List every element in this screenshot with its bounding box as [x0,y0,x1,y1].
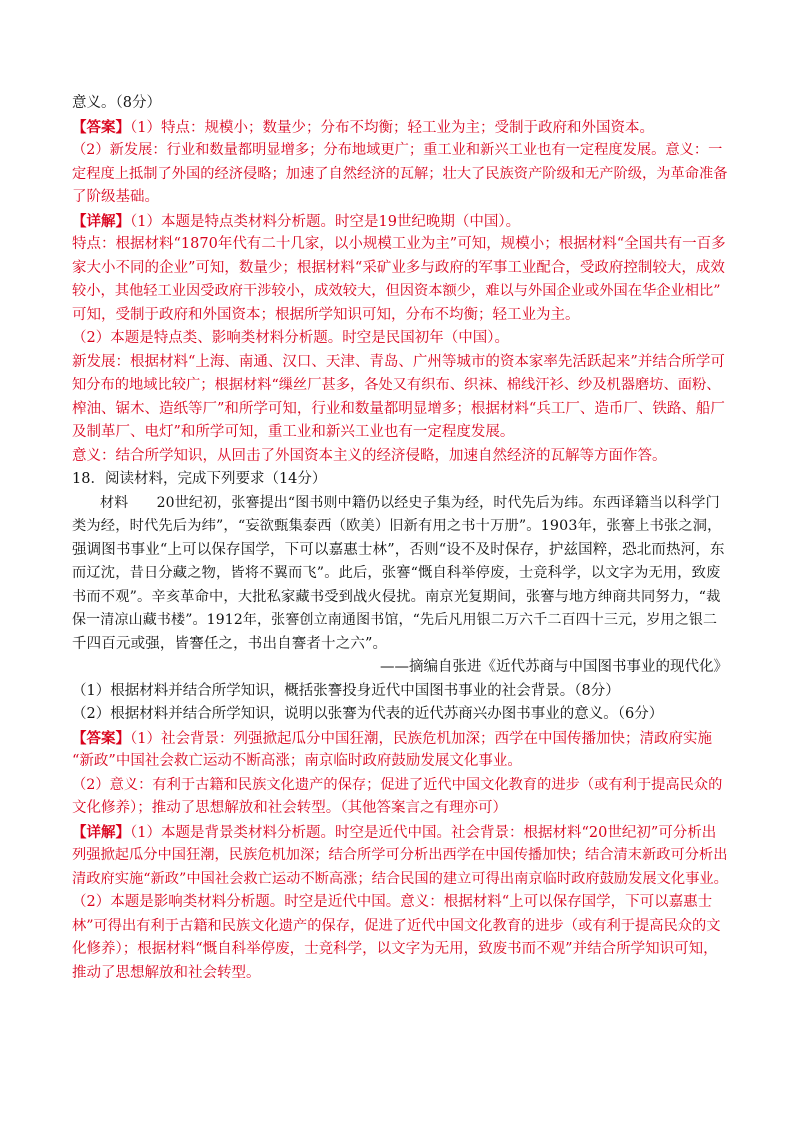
material-line-2: 类为经，时代先后为纬”，“妄欲甄集泰西（欧美）旧新有用之书十万册”。1903年，张謇上书张之洞， [72,518,722,534]
explanation-tag: 【详解】 [72,823,130,841]
answer-17-line-1 [72,116,728,140]
answer-18-line-4: 文化修养）；推动了思想解放和社会转型。（其他答案言之有理亦可） [72,800,507,816]
explanation-18-line-3: 清政府实施“新政”中国社会救亡运动不断高涨；结合民国的建立可得出南京临时政府鼓励发展文化事业。 [72,870,728,887]
explanation-17-line-9: 榨油、锯木、造纸等厂”和所学可知，行业和数量都明显增多；根据材料“兵工厂、造币厂、铁路、船厂 [72,400,725,417]
material-line-4: 而辽沈，昔日分藏之物，皆将不翼而飞”。此后，张謇“慨自科举停废，士竞科学，以文字为无用，致废 [72,565,721,581]
explanation-17-line-5: 可知，受制于政府和外国资本；根据所学知识可知，分布不均衡；轻工业为主。 [72,306,580,323]
answer-17-part1: （1）特点：规模小；数量少；分布不均衡；轻工业为主；受制于政府和外国资本。 [130,119,654,136]
explanation-17-part1: （1）本题是特点类材料分析题。时空是19世纪晚期（中国）。 [130,213,521,230]
explanation-tag: 【详解】 [72,212,130,230]
question-18-heading: 18．阅读材料，完成下列要求（14分） [72,471,327,487]
answer-17-line-2: （2）新发展：行业和数量都明显增多；分布地域更广；重工业和新兴工业也有一定程度发展。意义：一 [72,142,723,158]
explanation-18-line-1 [72,821,728,845]
answer-tag: 【答案】 [72,118,130,136]
answer-17-line-3: 定程度上抵制了外国的经济侵略；加速了自然经济的瓦解；壮大了民族资产阶级和无产阶级，为革命准备 [72,165,728,182]
question-18-1: （1）根据材料并结合所学知识，概括张謇投身近代中国图书事业的社会背景。（8分） [72,682,620,699]
material-source: ——摘编自张进《近代苏商与中国图书事业的现代化》 [380,659,728,675]
explanation-17-line-6: （2）本题是特点类、影响类材料分析题。时空是民国初年（中国）。 [72,330,509,346]
material-line-5: 书而不观”。辛亥革命中，大批私家藏书受到战火侵扰。南京光复期间，张謇与地方绅商共同努力，“裁 [72,588,721,605]
material-line-7: 千四百元或强，皆謇任之，书出自謇者十之六”。 [72,635,388,652]
material-line-6: 保一清凉山藏书楼”。1912年，张謇创立南通图书馆，“先后凡用银二万六千二百四十三元，岁用之银二 [72,612,718,628]
explanation-17-line-3: 家大小不同的企业”可知，数量少；根据材料“采矿业多与政府的军事工业配合，受政府控制较大，成效 [72,259,725,276]
explanation-17-line-7: 新发展：根据材料“上海、南通、汉口、天津、青岛、广州等城市的资本家率先活跃起来”并结合所学可 [72,353,725,370]
explanation-17-line-11: 意义：结合所学知识，从回击了外国资本主义的经济侵略，加速自然经济的瓦解等方面作答。 [72,447,667,464]
explanation-17-line-2: 特点：根据材料“1870年代有二十几家，以小规模工业为主”可知，规模小；根据材料“全国共有一百多 [72,236,726,252]
answer-18-line-3: （2）意义：有利于古籍和民族文化遗产的保存；促进了近代中国文化教育的进步（或有利于提高民众的 [72,776,723,793]
explanation-17-line-1 [72,210,728,234]
question-17-tail: 意义。（8分） [72,95,161,111]
material-line-1: 材料 20世纪初，张謇提出“图书则中籍仍以经史子集为经，时代先后为纬。东西译籍当以科学门 [100,494,720,511]
answer-18-part1: （1）社会背景：列强掀起瓜分中国狂潮，民族危机加深；西学在中国传播加快；清政府实施 [130,730,712,747]
explanation-18-part1: （1）本题是背景类材料分析题。时空是近代中国。社会背景：根据材料“20世纪初”可分析出 [130,824,717,841]
explanation-18-line-5: 林”可得出有利于古籍和民族文化遗产的保存，促进了近代中国文化教育的进步（或有利于提高民众的文 [72,917,721,934]
question-18-2: （2）根据材料并结合所学知识，说明以张謇为代表的近代苏商兴办图书事业的意义。（6分） [72,706,664,722]
explanation-18-line-6: 化修养）；根据材料“慨自科举停废，士竞科学，以文字为无用，致废书而不观”并结合所学知识可知， [72,941,718,957]
explanation-17-line-10: 及制革厂、电灯”和所学可知，重工业和新兴工业也有一定程度发展。 [72,424,515,440]
explanation-18-line-7: 推动了思想解放和社会转型。 [72,964,261,981]
explanation-17-line-4: 较小，其他轻工业因受政府干涉较小，成效较大，但因资本额少，难以与外国企业或外国在华企业相比” [72,283,721,299]
explanation-18-line-4: （2）本题是影响类材料分析题。时空是近代中国。意义：根据材料“上可以保存国学，下可以嘉惠士 [72,894,713,910]
answer-18-line-1 [72,727,728,751]
answer-tag: 【答案】 [72,729,130,747]
answer-18-line-2: “新政”中国社会救亡运动不断高涨；南京临时政府鼓励发展文化事业。 [72,753,522,769]
document-page [72,92,728,985]
explanation-18-line-2: 列强掀起瓜分中国狂潮，民族危机加深；结合所学可分析出西学在中国传播加快；结合清末新政可分析出 [72,847,728,863]
answer-17-line-4: 了阶级基础。 [72,189,159,205]
material-line-3: 强调图书事业“上可以保存国学，下可以嘉惠士林”，否则“设不及时保存，护兹国粹，恐北而热河，东 [72,541,725,558]
explanation-17-line-8: 知分布的地域比较广；根据材料“缫丝厂甚多，各处又有织布、织袜、棉线汗衫、纱及机器磨坊、面粉、 [72,377,721,393]
